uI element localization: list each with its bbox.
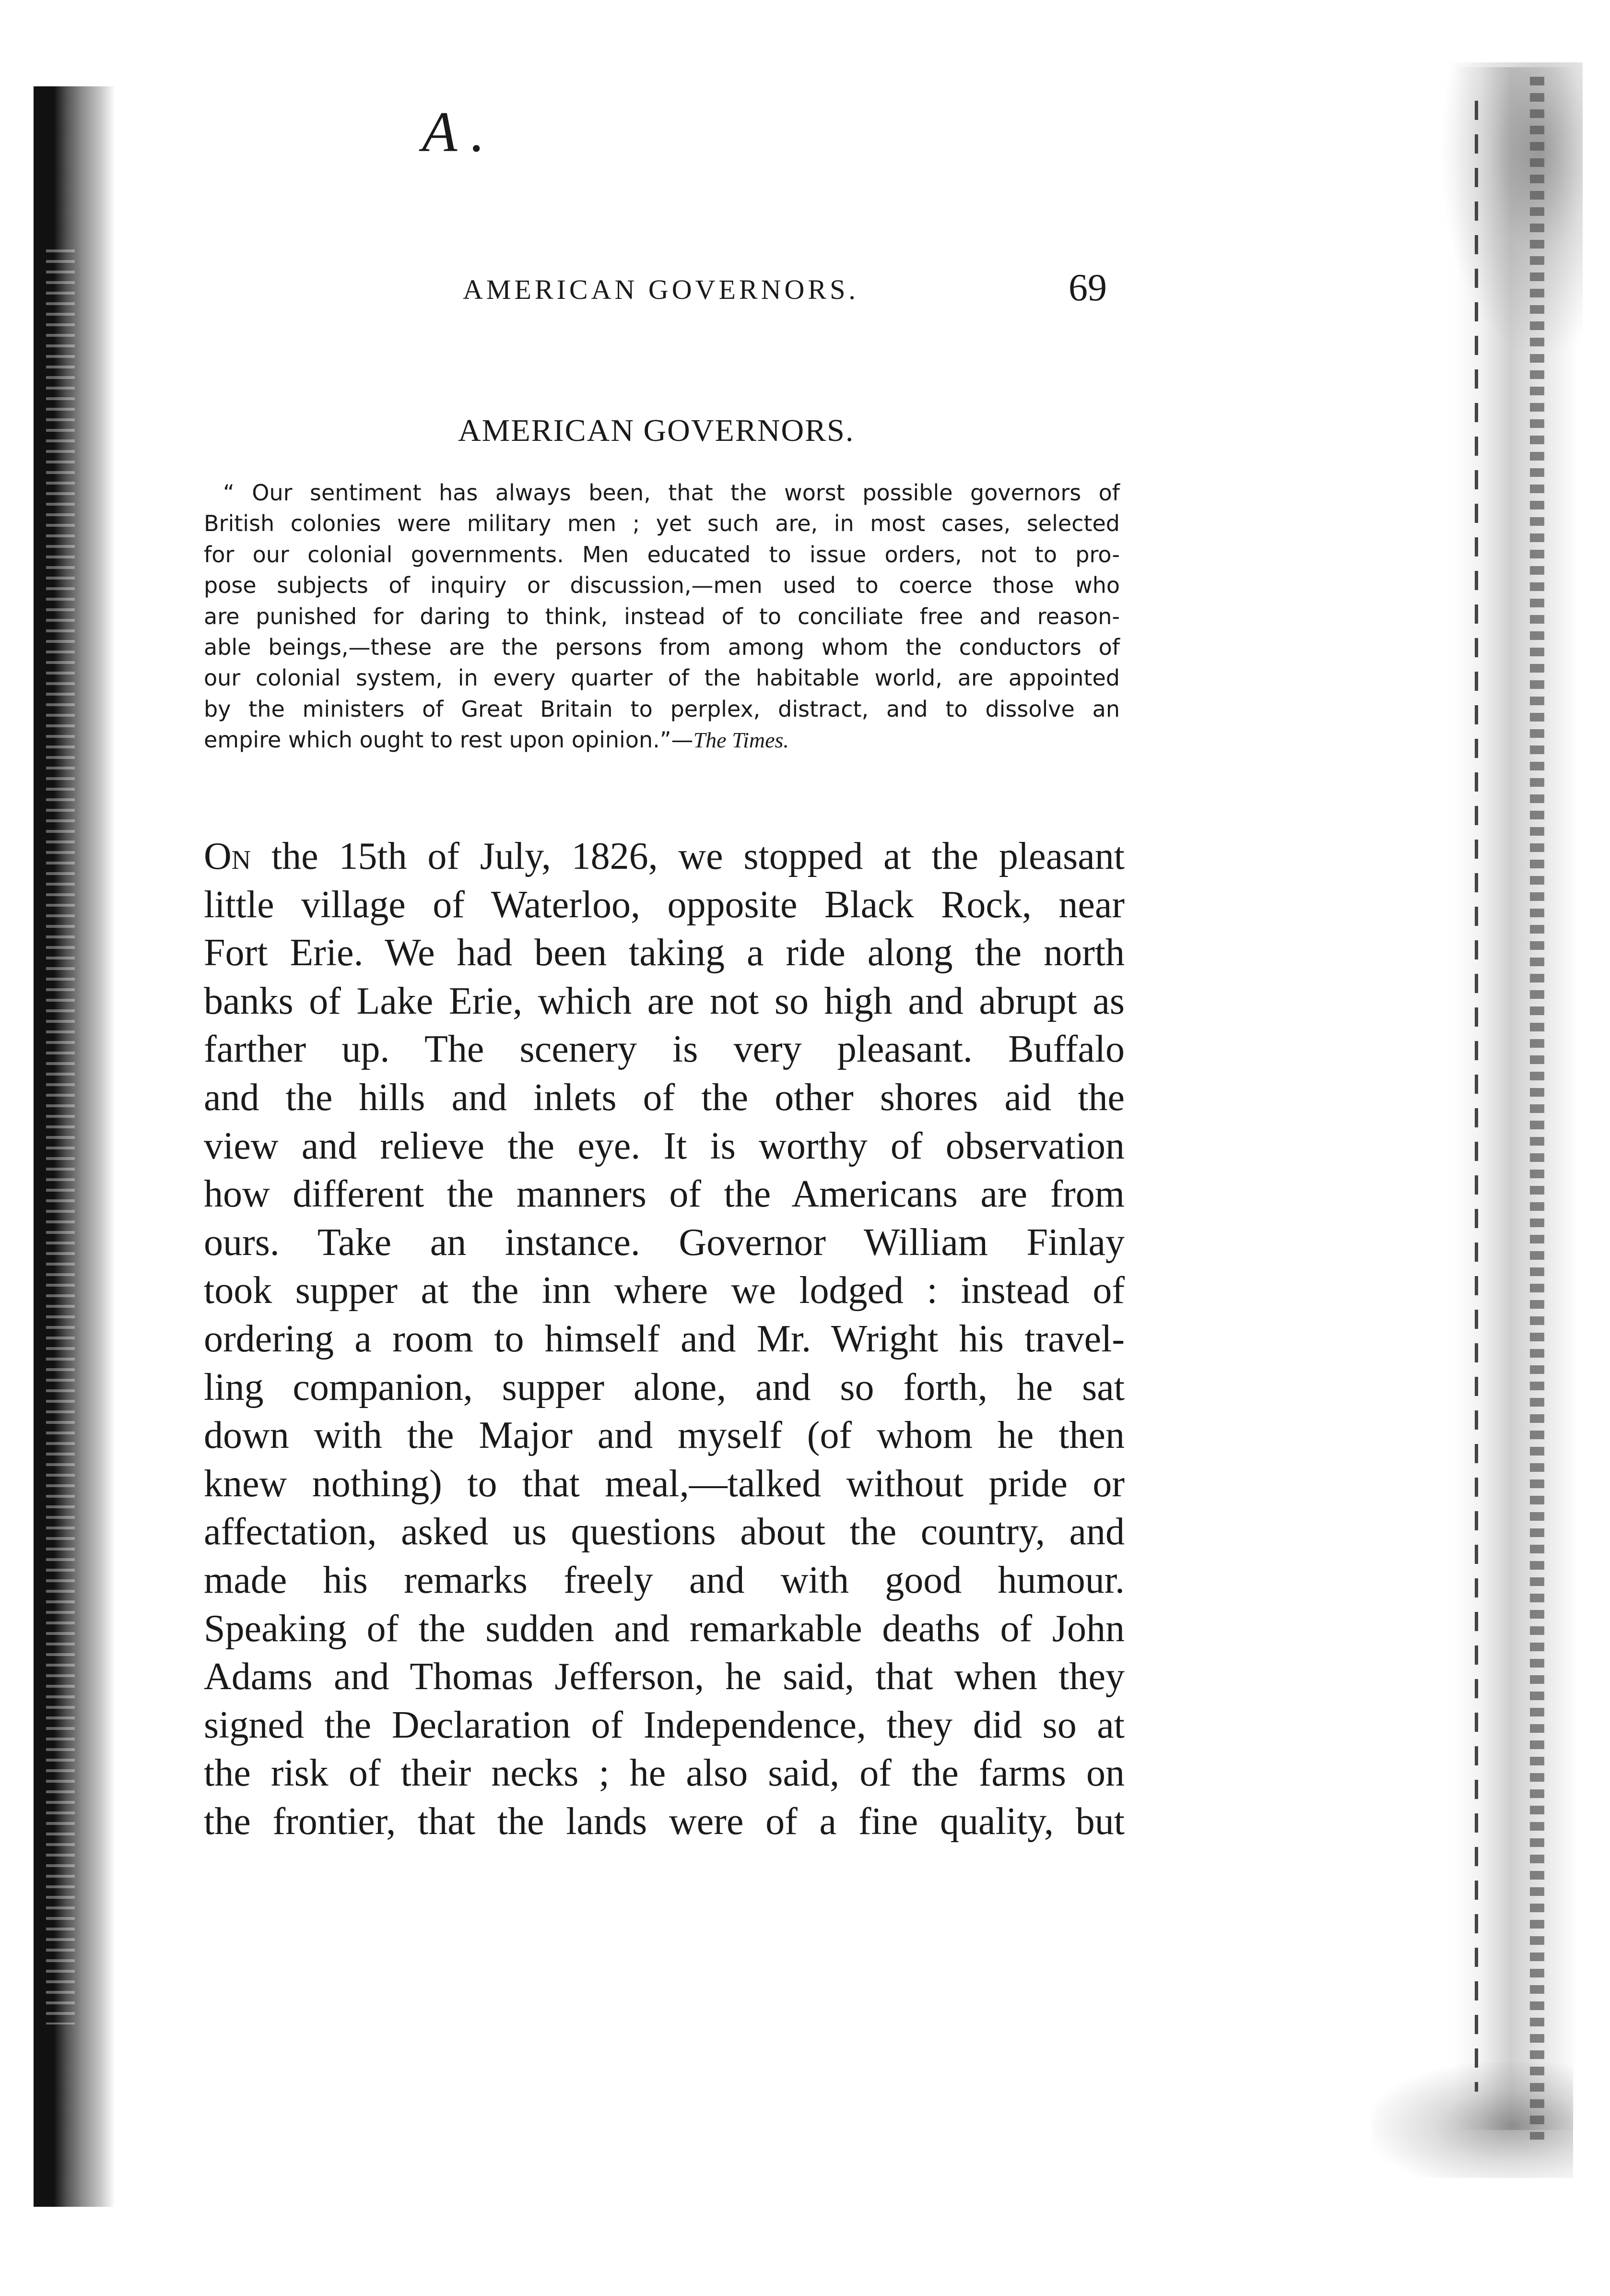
binding-texture-left <box>46 249 75 2024</box>
body-line: ours. Take an instance. Governor William Finlay <box>204 1221 1125 1264</box>
body-text <box>204 832 1125 1846</box>
body-line: farther up. The scenery is very pleasant. Buffalo <box>204 1028 1125 1071</box>
epigraph-line: pose subjects of inquiry or discussion,—men used to coerce those who <box>204 572 1120 599</box>
handwritten-mark: A . <box>422 100 485 164</box>
body-line: how different the manners of the Americans are from <box>204 1173 1125 1216</box>
epigraph-attribution: The Times. <box>693 728 789 753</box>
body-line: and the hills and inlets of the other shores aid the <box>204 1076 1125 1119</box>
body-line: view and relieve the eye. It is worthy of observation <box>204 1124 1125 1167</box>
epigraph-text: empire which ought to rest upon opinion.”— <box>204 727 693 753</box>
body-line: Fort Erie. We had been taking a ride along the north <box>204 932 1125 974</box>
epigraph-line: our colonial system, in every quarter of the habitable world, are appointed <box>204 665 1120 691</box>
page-edge-stain-top <box>1439 62 1583 360</box>
body-line: signed the Declaration of Independence, they did so at <box>204 1704 1125 1746</box>
epigraph <box>204 477 1120 756</box>
drop-word: On <box>204 835 251 877</box>
epigraph-line: by the ministers of Great Britain to perplex, distract, and to dissolve an <box>204 696 1120 722</box>
body-line: Adams and Thomas Jefferson, he said, that when they <box>204 1656 1125 1698</box>
body-line <box>204 832 1125 881</box>
body-line: Speaking of the sudden and remarkable deaths of John <box>204 1607 1125 1650</box>
page-number: 69 <box>1069 267 1107 309</box>
epigraph-line: “ Our sentiment has always been, that the worst possible governors of <box>223 480 1120 506</box>
body-line-text: the 15th of July, 1826, we stopped at the pleasant <box>251 835 1125 877</box>
body-line: down with the Major and myself (of whom he then <box>204 1414 1125 1457</box>
body-line: affectation, asked us questions about the country, and <box>204 1511 1125 1553</box>
body-line: the risk of their necks ; he also said, of the farms on <box>204 1752 1125 1795</box>
epigraph-line-last <box>204 724 1120 756</box>
epigraph-line: are punished for daring to think, instead of to conciliate free and reason- <box>204 603 1120 629</box>
body-line: banks of Lake Erie, which are not so high and abrupt as <box>204 980 1125 1022</box>
epigraph-line: able beings,—these are the persons from among whom the conductors of <box>204 634 1120 660</box>
body-line: ordering a room to himself and Mr. Wright his travel- <box>204 1317 1125 1360</box>
page-edge-right <box>1453 67 1578 2130</box>
body-line: the frontier, that the lands were of a fine quality, but <box>204 1800 1125 1843</box>
page-edge-line <box>1475 101 1478 2092</box>
body-line: little village of Waterloo, opposite Black Rock, near <box>204 883 1125 926</box>
body-line: made his remarks freely and with good humour. <box>204 1559 1125 1601</box>
body-line: ling companion, supper alone, and so forth, he sat <box>204 1366 1125 1408</box>
running-head: AMERICAN GOVERNORS. <box>463 274 859 305</box>
epigraph-line: for our colonial governments. Men educated to issue orders, not to pro- <box>204 541 1120 568</box>
page-edge-line-outer <box>1530 77 1544 2140</box>
body-line: knew nothing) to that meal,—talked without pride or <box>204 1462 1125 1505</box>
body-line: took supper at the inn where we lodged : instead of <box>204 1269 1125 1312</box>
epigraph-line: British colonies were military men ; yet such are, in most cases, selected <box>204 510 1120 537</box>
article-title: AMERICAN GOVERNORS. <box>458 413 855 448</box>
